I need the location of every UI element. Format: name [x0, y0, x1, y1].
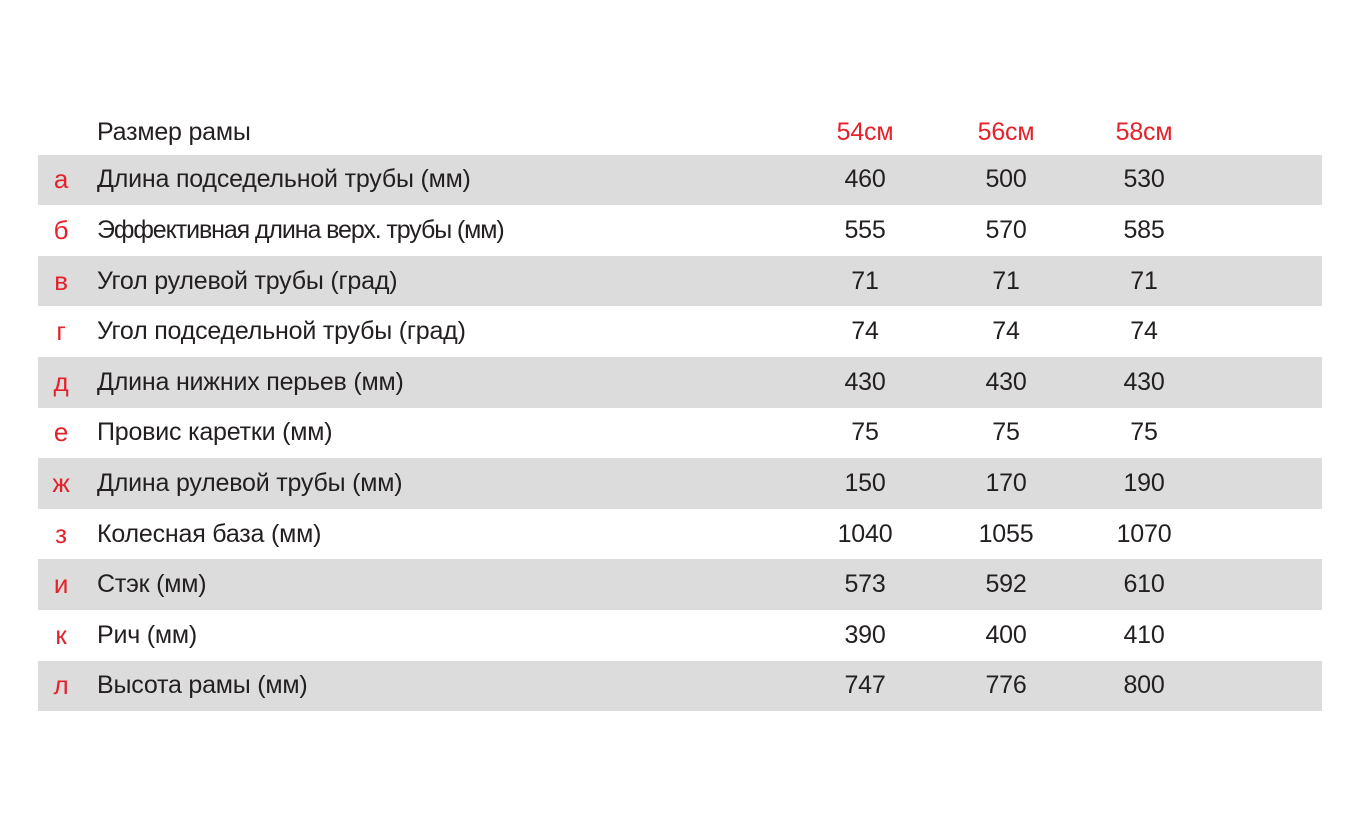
row-value-58: 585	[1123, 215, 1165, 244]
row-letter: ж	[52, 467, 70, 498]
row-value-58: 430	[1123, 367, 1165, 396]
row-value-54: 74	[851, 317, 879, 346]
table-row	[38, 610, 1322, 661]
table-row	[38, 408, 1322, 459]
row-value-56: 71	[992, 266, 1020, 295]
row-letter: л	[53, 670, 69, 701]
row-value-58: 410	[1123, 620, 1165, 649]
row-value-58: 610	[1123, 570, 1165, 599]
row-value-54: 460	[844, 165, 886, 194]
row-value-54: 71	[851, 266, 879, 295]
geometry-table	[38, 104, 1322, 711]
row-value-56: 400	[985, 620, 1027, 649]
row-label: Рич (мм)	[97, 620, 198, 649]
row-value-58: 74	[1130, 317, 1158, 346]
size-56-header: 56см	[977, 117, 1035, 146]
row-letter: е	[53, 417, 69, 448]
row-letter: и	[53, 569, 69, 600]
row-value-58: 75	[1130, 418, 1158, 447]
row-value-54: 430	[844, 367, 886, 396]
row-value-54: 555	[844, 215, 886, 244]
row-value-56: 776	[985, 671, 1027, 700]
row-value-54: 573	[844, 570, 886, 599]
row-value-56: 500	[985, 165, 1027, 194]
row-value-54: 150	[844, 468, 886, 497]
row-value-58: 1070	[1116, 519, 1172, 548]
table-row	[38, 357, 1322, 408]
row-label: Провис каретки (мм)	[97, 418, 333, 447]
row-value-56: 170	[985, 468, 1027, 497]
row-value-54: 747	[844, 671, 886, 700]
row-value-56: 1055	[978, 519, 1034, 548]
row-value-56: 430	[985, 367, 1027, 396]
row-value-56: 74	[992, 317, 1020, 346]
row-label: Колесная база (мм)	[97, 519, 322, 548]
table-header-row	[38, 104, 1322, 155]
row-letter: з	[55, 518, 67, 549]
row-value-54: 390	[844, 620, 886, 649]
row-letter: б	[53, 214, 69, 245]
row-value-54: 1040	[837, 519, 893, 548]
table-row	[38, 559, 1322, 610]
row-value-54: 75	[851, 418, 879, 447]
row-letter: a	[53, 164, 69, 195]
table-row	[38, 256, 1322, 307]
row-letter: д	[53, 366, 69, 397]
table-row	[38, 661, 1322, 712]
row-value-56: 75	[992, 418, 1020, 447]
row-label: Угол рулевой трубы (град)	[97, 266, 398, 295]
row-label: Длина подседельной трубы (мм)	[97, 165, 471, 194]
size-58-header: 58см	[1115, 117, 1173, 146]
table-row	[38, 205, 1322, 256]
table-row	[38, 458, 1322, 509]
row-value-56: 592	[985, 570, 1027, 599]
table-row	[38, 155, 1322, 206]
row-value-58: 190	[1123, 468, 1165, 497]
row-letter: к	[55, 619, 67, 650]
row-label: Угол подседельной трубы (град)	[97, 317, 466, 346]
row-letter: в	[54, 265, 68, 296]
row-label: Длина рулевой трубы (мм)	[97, 468, 403, 497]
row-label: Высота рамы (мм)	[97, 671, 308, 700]
row-label: Длина нижних перьев (мм)	[97, 367, 404, 396]
row-label: Стэк (мм)	[97, 570, 207, 599]
table-row	[38, 306, 1322, 357]
row-label: Эффективная длина верх. трубы (мм)	[97, 215, 504, 244]
row-letter: г	[56, 316, 66, 347]
row-value-58: 71	[1130, 266, 1158, 295]
row-value-58: 800	[1123, 671, 1165, 700]
frame-size-header: Размер рамы	[97, 117, 251, 146]
size-54-header: 54см	[836, 117, 894, 146]
row-value-56: 570	[985, 215, 1027, 244]
row-value-58: 530	[1123, 165, 1165, 194]
table-row	[38, 509, 1322, 560]
